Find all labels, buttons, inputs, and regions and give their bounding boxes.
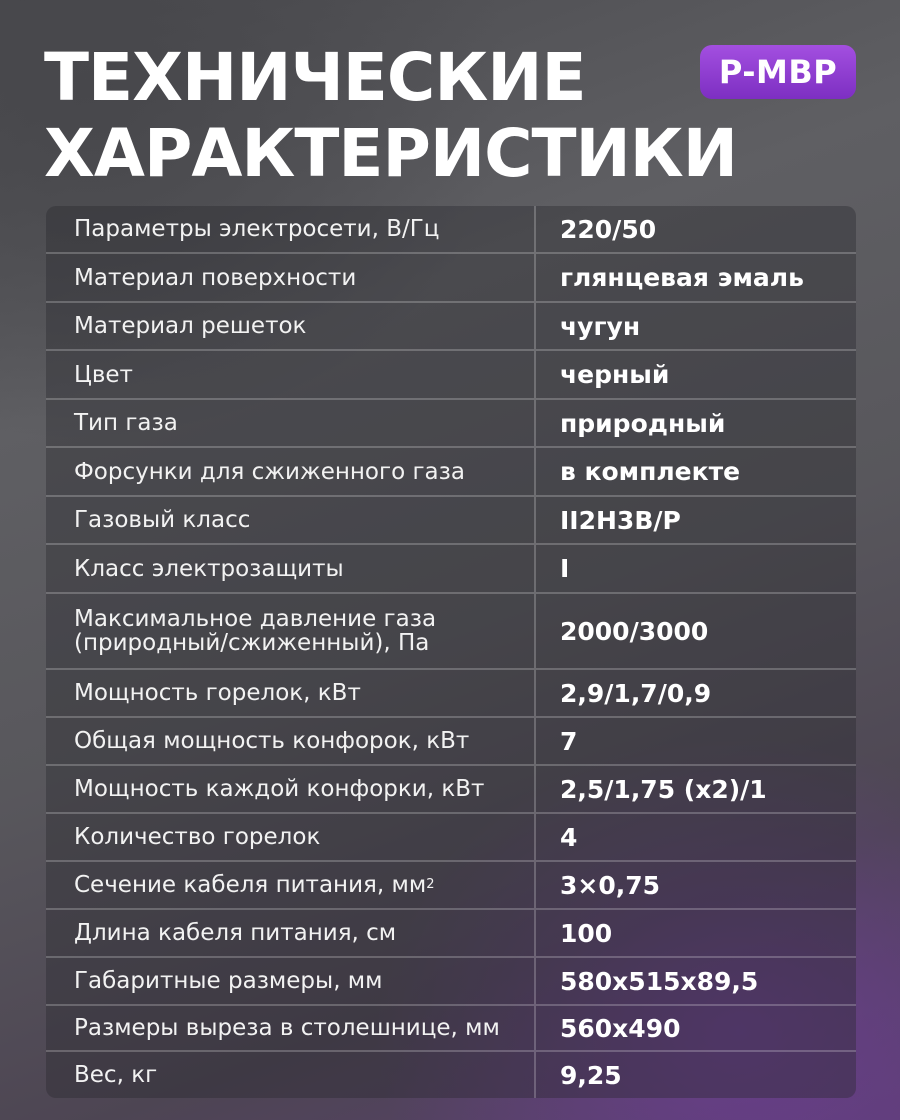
spec-row xyxy=(46,814,856,862)
spec-value: 580x515x89,5 xyxy=(560,966,759,996)
spec-value: в комплекте xyxy=(560,457,741,486)
spec-value: I xyxy=(560,554,570,583)
spec-row xyxy=(46,766,856,814)
spec-value: II2H3B/P xyxy=(560,505,681,535)
spec-label: Цвет xyxy=(46,351,536,398)
specs-table xyxy=(46,206,856,1098)
spec-value: 100 xyxy=(560,918,613,948)
spec-row xyxy=(46,910,856,958)
spec-row xyxy=(46,1006,856,1052)
spec-label: Мощность каждой конфорки, кВт xyxy=(46,766,536,812)
spec-row xyxy=(46,594,856,670)
spec-label: Количество горелок xyxy=(46,814,536,860)
spec-label: Мощность горелок, кВт xyxy=(46,670,536,716)
spec-row xyxy=(46,1052,856,1098)
spec-label: Материал поверхности xyxy=(46,254,536,301)
spec-label: Материал решеток xyxy=(46,303,536,349)
spec-label: Длина кабеля питания, см xyxy=(46,910,536,956)
spec-label-line-1: Максимальное давление газа xyxy=(74,606,437,632)
page-title xyxy=(44,40,737,192)
spec-value: 2,5/1,75 (x2)/1 xyxy=(560,774,767,804)
spec-value: 2,9/1,7/0,9 xyxy=(560,678,712,708)
spec-value: природный xyxy=(560,408,726,438)
spec-label: Параметры электросети, В/Гц xyxy=(46,206,536,252)
spec-label: Тип газа xyxy=(46,400,536,446)
spec-value: 2000/3000 xyxy=(560,616,709,646)
spec-row xyxy=(46,303,856,351)
spec-label xyxy=(46,862,536,908)
spec-value: 220/50 xyxy=(560,214,657,244)
spec-label: Габаритные размеры, мм xyxy=(46,958,536,1004)
spec-label: Размеры выреза в столешнице, мм xyxy=(46,1006,536,1050)
spec-row xyxy=(46,400,856,448)
spec-row xyxy=(46,545,856,594)
superscript: 2 xyxy=(426,877,435,892)
spec-label-line-2: (природный/сжиженный), Па xyxy=(74,630,430,656)
spec-row xyxy=(46,254,856,303)
spec-row xyxy=(46,670,856,718)
spec-value: 4 xyxy=(560,822,578,852)
spec-row xyxy=(46,958,856,1006)
spec-row xyxy=(46,351,856,400)
spec-row xyxy=(46,862,856,910)
spec-label: Форсунки для сжиженного газа xyxy=(46,448,536,495)
spec-value: черный xyxy=(560,360,670,389)
spec-row xyxy=(46,206,856,254)
spec-value: 3×0,75 xyxy=(560,870,661,900)
model-badge: P-MBP xyxy=(700,45,856,99)
spec-label: Общая мощность конфорок, кВт xyxy=(46,718,536,764)
spec-value: 7 xyxy=(560,726,578,756)
spec-value: 9,25 xyxy=(560,1060,622,1090)
spec-label xyxy=(46,594,536,668)
spec-label: Класс электрозащиты xyxy=(46,545,536,592)
spec-row xyxy=(46,718,856,766)
spec-row xyxy=(46,497,856,545)
spec-value: чугун xyxy=(560,311,641,341)
page-title-line-2: ХАРАКТЕРИСТИКИ xyxy=(44,115,737,192)
spec-value: глянцевая эмаль xyxy=(560,263,804,292)
page-title-line-1: ТЕХНИЧЕСКИЕ xyxy=(44,39,586,116)
spec-value: 560x490 xyxy=(560,1013,681,1043)
spec-row xyxy=(46,448,856,497)
spec-label-text: Сечение кабеля питания, мм xyxy=(74,872,427,898)
spec-label: Газовый класс xyxy=(46,497,536,543)
spec-label: Вес, кг xyxy=(46,1052,536,1098)
